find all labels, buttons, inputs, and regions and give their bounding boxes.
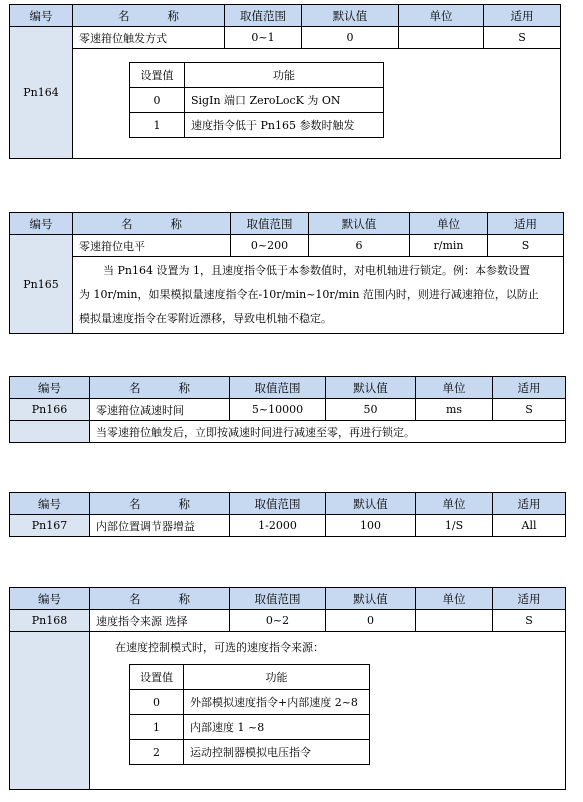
param-default: 0 (302, 27, 399, 49)
param-code: Pn164 (10, 27, 73, 159)
param-table (9, 492, 566, 537)
header-default: 默认值 (309, 213, 410, 235)
param-name: 内部位置调节器增益 (90, 515, 230, 537)
header-code: 编号 (10, 5, 73, 27)
param-apply: S (488, 235, 564, 257)
param-unit (416, 610, 493, 632)
header-range: 取值范围 (230, 588, 326, 610)
option-desc: SigIn 端口 ZeroLocK 为 ON (185, 88, 384, 113)
param-name: 零速箝位触发方式 (73, 27, 225, 49)
header-code: 编号 (10, 377, 90, 399)
header-name: 名 称 (73, 5, 225, 27)
param-range: 0~2 (230, 610, 326, 632)
option-desc: 外部模拟速度指令+内部速度 2~8 (184, 690, 370, 715)
header-apply: 适用 (484, 5, 561, 27)
option-table (129, 62, 384, 138)
header-name: 名 称 (90, 493, 230, 515)
option-row (130, 690, 370, 715)
param-range: 0~1 (225, 27, 302, 49)
header-unit: 单位 (416, 377, 493, 399)
option-row (130, 88, 384, 113)
option-value: 0 (130, 88, 185, 113)
param-unit: 1/S (416, 515, 493, 537)
header-apply: 适用 (493, 493, 566, 515)
option-value: 0 (130, 690, 184, 715)
header-apply: 适用 (493, 588, 566, 610)
param-code-empty (10, 421, 90, 443)
option-row (130, 740, 370, 765)
param-table (9, 212, 564, 334)
param-table (9, 376, 566, 443)
param-default: 100 (326, 515, 416, 537)
param-name: 速度指令来源 选择 (90, 610, 230, 632)
description-line: 模拟量速度指令在零附近漂移，导致电机轴不稳定。 (79, 312, 332, 325)
param-code-empty (10, 632, 90, 790)
description-line: 为 10r/min，如果模拟量速度指令在-10r/min~10r/min 范围内时，则进行减速箝位，以防止 (79, 288, 539, 301)
param-block-pn164 (9, 4, 561, 159)
param-block-pn168 (9, 587, 566, 790)
option-desc: 运动控制器模拟电压指令 (184, 740, 370, 765)
param-table (9, 4, 561, 159)
header-unit: 单位 (399, 5, 484, 27)
option-header-value: 设置值 (130, 665, 184, 690)
header-name: 名 称 (73, 213, 231, 235)
param-apply: S (493, 610, 566, 632)
header-default: 默认值 (302, 5, 399, 27)
header-apply: 适用 (488, 213, 564, 235)
option-header-value: 设置值 (130, 63, 185, 88)
header-range: 取值范围 (230, 377, 326, 399)
option-value: 1 (130, 113, 185, 138)
option-table (129, 664, 370, 765)
header-name: 名 称 (90, 377, 230, 399)
param-detail (90, 632, 566, 790)
option-row (130, 113, 384, 138)
header-default: 默认值 (326, 588, 416, 610)
header-range: 取值范围 (225, 5, 302, 27)
param-default: 50 (326, 399, 416, 421)
option-value: 2 (130, 740, 184, 765)
header-unit: 单位 (410, 213, 488, 235)
param-name: 零速箝位减速时间 (90, 399, 230, 421)
param-unit (399, 27, 484, 49)
param-description: 当零速箝位触发后，立即按减速时间进行减速至零，再进行锁定。 (90, 421, 566, 443)
param-block-pn165 (9, 212, 564, 334)
param-unit: r/min (410, 235, 488, 257)
header-default: 默认值 (326, 377, 416, 399)
param-apply: S (493, 399, 566, 421)
option-desc: 内部速度 1 ~8 (184, 715, 370, 740)
param-code: Pn168 (10, 610, 90, 632)
header-apply: 适用 (493, 377, 566, 399)
param-range: 5~10000 (230, 399, 326, 421)
option-desc: 速度指令低于 Pn165 参数时触发 (185, 113, 384, 138)
header-unit: 单位 (416, 493, 493, 515)
header-unit: 单位 (416, 588, 493, 610)
param-code: Pn165 (10, 235, 73, 334)
param-name: 零速箝位电平 (73, 235, 231, 257)
header-code: 编号 (10, 213, 73, 235)
option-value: 1 (130, 715, 184, 740)
param-block-pn167 (9, 492, 566, 537)
param-apply: All (493, 515, 566, 537)
param-detail (73, 49, 561, 159)
param-unit: ms (416, 399, 493, 421)
param-range: 1-2000 (230, 515, 326, 537)
param-code: Pn167 (10, 515, 90, 537)
description-line: 当 Pn164 设置为 1，且速度指令低于本参数值时，对电机轴进行锁定。例：本参数设置 (103, 264, 530, 277)
param-block-pn166 (9, 376, 566, 443)
param-description (73, 257, 564, 334)
param-code: Pn166 (10, 399, 90, 421)
header-range: 取值范围 (230, 493, 326, 515)
header-range: 取值范围 (231, 213, 309, 235)
header-code: 编号 (10, 493, 90, 515)
option-header-function: 功能 (185, 63, 384, 88)
option-row (130, 715, 370, 740)
param-default: 6 (309, 235, 410, 257)
header-name: 名 称 (90, 588, 230, 610)
header-default: 默认值 (326, 493, 416, 515)
param-intro: 在速度控制模式时，可选的速度指令来源： (115, 641, 324, 654)
header-code: 编号 (10, 588, 90, 610)
option-header-function: 功能 (184, 665, 370, 690)
param-apply: S (484, 27, 561, 49)
param-default: 0 (326, 610, 416, 632)
param-range: 0~200 (231, 235, 309, 257)
param-table (9, 587, 566, 790)
